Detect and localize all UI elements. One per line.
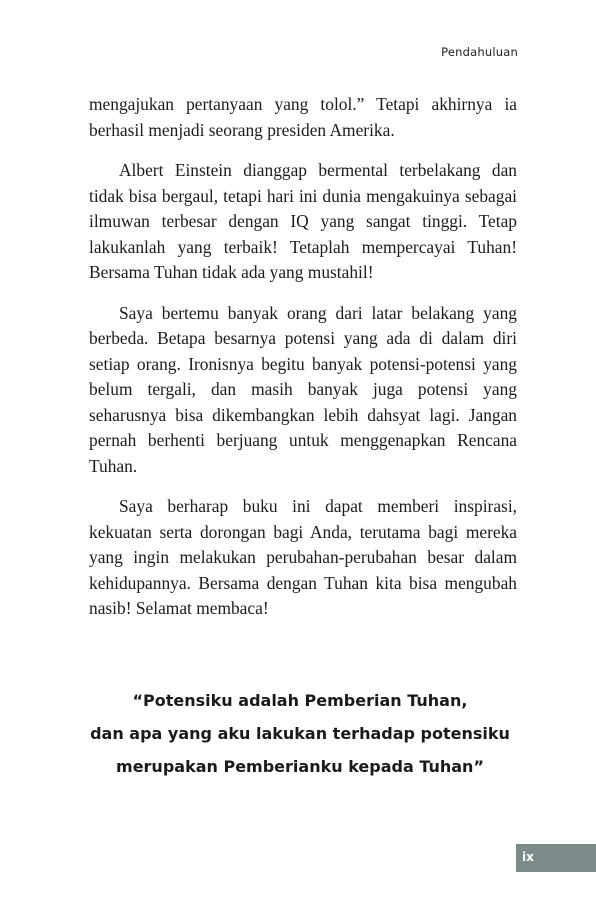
paragraph: Saya berharap buku ini dapat memberi inspirasi, kekuatan serta dorongan bagi Anda, terutama bagi mereka yang ingin melakukan perubahan-perubahan besar dalam kehidupannya. Bersama dengan Tuhan kita bisa mengubah nasib! Selamat membaca! <box>89 496 517 618</box>
body-text <box>89 92 517 637</box>
running-header: Pendahuluan <box>441 45 518 59</box>
paragraph: Albert Einstein dianggap bermental terbelakang dan tidak bisa bergaul, tetapi hari ini dunia mengakuinya sebagai ilmuwan terbesar dengan IQ yang sangat tinggi. Tetap lakukanlah yang terbaik! Tetaplah mempercayai Tuhan! Bersama Tuhan tidak ada yang mustahil! <box>89 160 517 282</box>
page-number: ix <box>522 850 534 864</box>
quote-line: merupakan Pemberianku kepada Tuhan” <box>116 757 484 776</box>
quote-line: “Potensiku adalah Pemberian Tuhan, <box>132 691 468 710</box>
quote-line: dan apa yang aku lakukan terhadap potensiku <box>90 724 510 743</box>
pull-quote <box>60 684 540 783</box>
page-number-tab <box>516 844 596 872</box>
paragraph: Saya bertemu banyak orang dari latar belakang yang berbeda. Betapa besarnya potensi yang ada di dalam diri setiap orang. Ironisnya begitu banyak potensi-potensi yang belum tergali, dan masih banyak juga potensi yang seharusnya bisa dikembangkan lebih dahsyat lagi. Jangan pernah berhenti berjuang untuk menggenapkan Rencana Tuhan. <box>89 302 517 476</box>
paragraph: mengajukan pertanyaan yang tolol.” Tetapi akhirnya ia berhasil menjadi seorang presiden Amerika. <box>89 94 517 140</box>
